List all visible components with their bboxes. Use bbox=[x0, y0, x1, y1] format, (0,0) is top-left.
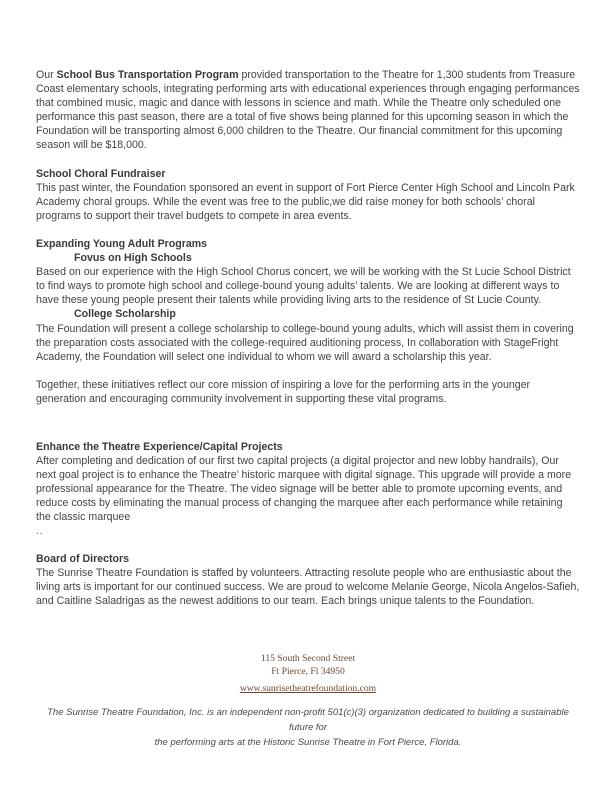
subheading-focus-on-high-schools: Fovus on High Schools bbox=[74, 252, 192, 265]
paragraph-closing-initiatives: Together, these initiatives reflect our core mission of inspiring a love for the performing arts in the younger generation and encouraging community involvement in supporting these vital programs. bbox=[36, 378, 531, 405]
paragraph-board-of-directors: The Sunrise Theatre Foundation is staffed by volunteers. Attracting resolute people who are enthusiastic about the living arts is important for our continued success. We are proud to welcome Melanie George, Nicola Angelos-Safieh, and Caitline Saladrigas as the newest additions to our team. Each brings unique talents to the Foundation. bbox=[36, 566, 580, 607]
school-bus-program-bold: School Bus Transportation Program bbox=[56, 69, 239, 81]
spacer bbox=[36, 538, 580, 552]
spacer bbox=[36, 223, 580, 237]
subheading-college-scholarship: College Scholarship bbox=[74, 308, 176, 321]
footer-url-row bbox=[36, 678, 580, 696]
paragraph-college-scholarship: The Foundation will present a college scholarship to college-bound young adults, which will assist them in covering the preparation costs associated with the college-required auditioning process, In collaboration with StageFright Academy, the Foundation will select one individual to whom we will award a scholarship this year. bbox=[36, 322, 574, 363]
paragraph-school-choral-fundraiser: This past winter, the Foundation sponsored an event in support of Fort Pierce Center High School and Lincoln Park Academy choral groups. While the event was free to the public,we did raise money for both schools’ choral programs to support their travel budgets to compete in area events. bbox=[36, 181, 575, 222]
paragraph-capital-projects: After completing and dedication of our first two capital projects (a digital projector and new lobby handrails), Our next goal project is to enhance the Theatre’ historic marquee with digital signage. This upgrade will provide a more professional appearance for the Theatre. The video signage will be better able to promote upcoming events, and reduce costs by eliminating the manual process of changing the marquee after each performance while retaining the classic marquee bbox=[36, 455, 572, 524]
school-bus-text-after: provided transportation to the Theatre for 1,300 students from Treasure Coast elementary schools, integrating performing arts with educational experiences through engaging performances that combined music, magic and dance with lessons in science and math. While the Theatre only scheduled one performance this past season, there are a total of five shows being planned for this upcoming season in which the Foundation will be transporting almost 6,000 children to the Theatre. Our financial commitment for this upcoming season will be $18,000. bbox=[36, 69, 580, 152]
footer-disclaimer bbox=[36, 705, 580, 750]
school-bus-text-before: Our bbox=[36, 69, 57, 81]
spacer bbox=[36, 364, 580, 378]
paragraph-focus-on-high-schools: Based on our experience with the High School Chorus concert, we will be working with the St Lucie School District to find ways to promote high school and college-bound young adults’ talents. We are looking at different ways to have these young people present their talents while providing living arts to the residence of St Lucie County. bbox=[36, 266, 571, 307]
footer-disclaimer-line-2: the performing arts at the Historic Sunrise Theatre in Fort Pierce, Florida. bbox=[154, 736, 462, 748]
spacer bbox=[36, 406, 580, 440]
page-footer bbox=[36, 652, 580, 750]
spacer bbox=[36, 153, 580, 167]
stray-ellipsis-line: .. bbox=[36, 524, 43, 537]
heading-board-of-directors: Board of Directors bbox=[36, 552, 130, 565]
heading-expanding-young-adult-programs: Expanding Young Adult Programs bbox=[36, 237, 208, 250]
heading-capital-projects: Enhance the Theatre Experience/Capital Projects bbox=[36, 440, 283, 453]
paragraph-school-bus bbox=[36, 68, 580, 153]
footer-website-link[interactable]: www.sunrisetheatrefoundation.com bbox=[239, 682, 377, 694]
footer-street-address: 115 South Second Street bbox=[260, 652, 356, 664]
heading-school-choral-fundraiser: School Choral Fundraiser bbox=[36, 167, 166, 180]
footer-city-state-zip: Ft Pierce, Fl 34950 bbox=[271, 665, 345, 677]
footer-disclaimer-line-1: The Sunrise Theatre Foundation, Inc. is an independent non-profit 501(c)(3) organization dedicated to building a sustainable future for bbox=[47, 706, 569, 733]
